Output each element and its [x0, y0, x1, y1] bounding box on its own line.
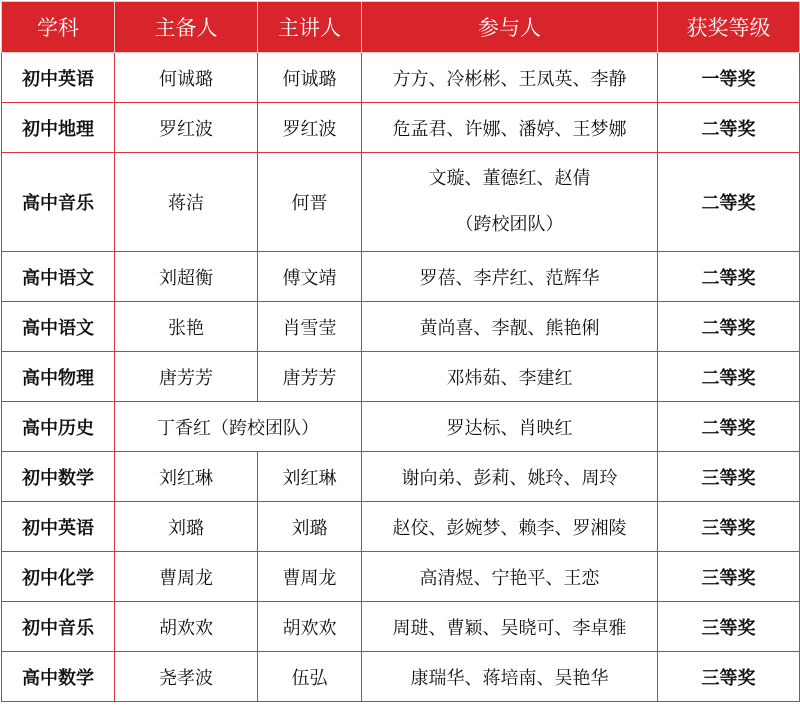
participants-cell — [362, 153, 658, 252]
subject-cell: 高中语文 — [2, 252, 115, 302]
participants-cell: 康瑞华、蒋培南、吴艳华 — [362, 652, 658, 702]
header-award-level: 获奖等级 — [658, 2, 800, 53]
lead-preparer-cell: 刘超衡 — [115, 252, 258, 302]
table-row — [2, 153, 800, 252]
award-cell: 三等奖 — [658, 652, 800, 702]
subject-cell: 初中英语 — [2, 502, 115, 552]
table-row — [2, 502, 800, 552]
lead-preparer-cell: 何诚璐 — [115, 53, 258, 103]
subject-cell: 高中音乐 — [2, 153, 115, 252]
table-row — [2, 252, 800, 302]
award-cell: 一等奖 — [658, 53, 800, 103]
lead-preparer-cell: 张艳 — [115, 302, 258, 352]
award-cell: 二等奖 — [658, 103, 800, 153]
subject-cell: 初中音乐 — [2, 602, 115, 652]
subject-cell: 初中地理 — [2, 103, 115, 153]
lecturer-cell: 刘璐 — [258, 502, 362, 552]
award-cell: 三等奖 — [658, 502, 800, 552]
lecturer-cell: 何晋 — [258, 153, 362, 252]
subject-cell: 高中数学 — [2, 652, 115, 702]
table-row — [2, 602, 800, 652]
header-subject: 学科 — [2, 2, 115, 53]
participants-cell: 罗达标、肖映红 — [362, 402, 658, 452]
award-cell: 二等奖 — [658, 252, 800, 302]
lecturer-cell: 肖雪莹 — [258, 302, 362, 352]
lead-preparer-cell: 唐芳芳 — [115, 352, 258, 402]
award-cell: 二等奖 — [658, 352, 800, 402]
lecturer-cell: 何诚璐 — [258, 53, 362, 103]
award-cell: 二等奖 — [658, 402, 800, 452]
participants-cell: 罗蓓、李芹红、范辉华 — [362, 252, 658, 302]
award-cell: 三等奖 — [658, 552, 800, 602]
lead-preparer-cell: 尧孝波 — [115, 652, 258, 702]
participants-note: （跨校团队） — [455, 214, 564, 235]
subject-cell: 初中英语 — [2, 53, 115, 103]
lead-preparer-cell: 刘红琳 — [115, 452, 258, 502]
participants-cell: 周琎、曹颖、吴晓可、李卓雅 — [362, 602, 658, 652]
table-body — [2, 53, 800, 702]
participants-cell: 赵佼、彭婉梦、赖李、罗湘陵 — [362, 502, 658, 552]
lecturer-cell: 唐芳芳 — [258, 352, 362, 402]
participants-cell: 谢向弟、彭莉、姚玲、周玲 — [362, 452, 658, 502]
lecturer-cell: 伍弘 — [258, 652, 362, 702]
participants-names: 文璇、董德红、赵倩 — [428, 168, 591, 189]
award-table — [1, 1, 800, 702]
lead-combined-cell: 丁香红（跨校团队） — [115, 402, 362, 452]
lecturer-cell: 罗红波 — [258, 103, 362, 153]
award-cell: 二等奖 — [658, 302, 800, 352]
lead-preparer-cell: 蒋洁 — [115, 153, 258, 252]
header-lecturer: 主讲人 — [258, 2, 362, 53]
lecturer-cell: 胡欢欢 — [258, 602, 362, 652]
award-cell: 三等奖 — [658, 452, 800, 502]
participants-cell: 黄尚喜、李靓、熊艳俐 — [362, 302, 658, 352]
lead-preparer-cell: 罗红波 — [115, 103, 258, 153]
header-participants: 参与人 — [362, 2, 658, 53]
award-cell: 二等奖 — [658, 153, 800, 252]
header-lead-preparer: 主备人 — [115, 2, 258, 53]
table-row — [2, 53, 800, 103]
lead-preparer-cell: 胡欢欢 — [115, 602, 258, 652]
participants-cell: 方方、冷彬彬、王凤英、李静 — [362, 53, 658, 103]
subject-cell: 高中历史 — [2, 402, 115, 452]
participants-cell: 危孟君、许娜、潘婷、王梦娜 — [362, 103, 658, 153]
table-row — [2, 352, 800, 402]
award-cell: 三等奖 — [658, 602, 800, 652]
lecturer-cell: 傅文靖 — [258, 252, 362, 302]
participants-cell: 高清煜、宁艳平、王恋 — [362, 552, 658, 602]
subject-cell: 高中物理 — [2, 352, 115, 402]
table-row — [2, 452, 800, 502]
participants-cell: 邓炜茹、李建红 — [362, 352, 658, 402]
header-row — [2, 2, 800, 53]
lead-preparer-cell: 刘璐 — [115, 502, 258, 552]
table-header — [2, 2, 800, 53]
table-row — [2, 552, 800, 602]
table-row — [2, 302, 800, 352]
subject-cell: 初中数学 — [2, 452, 115, 502]
lecturer-cell: 曹周龙 — [258, 552, 362, 602]
table-row — [2, 652, 800, 702]
table-row — [2, 103, 800, 153]
lecturer-cell: 刘红琳 — [258, 452, 362, 502]
subject-cell: 初中化学 — [2, 552, 115, 602]
lead-preparer-cell: 曹周龙 — [115, 552, 258, 602]
subject-cell: 高中语文 — [2, 302, 115, 352]
table-row — [2, 402, 800, 452]
